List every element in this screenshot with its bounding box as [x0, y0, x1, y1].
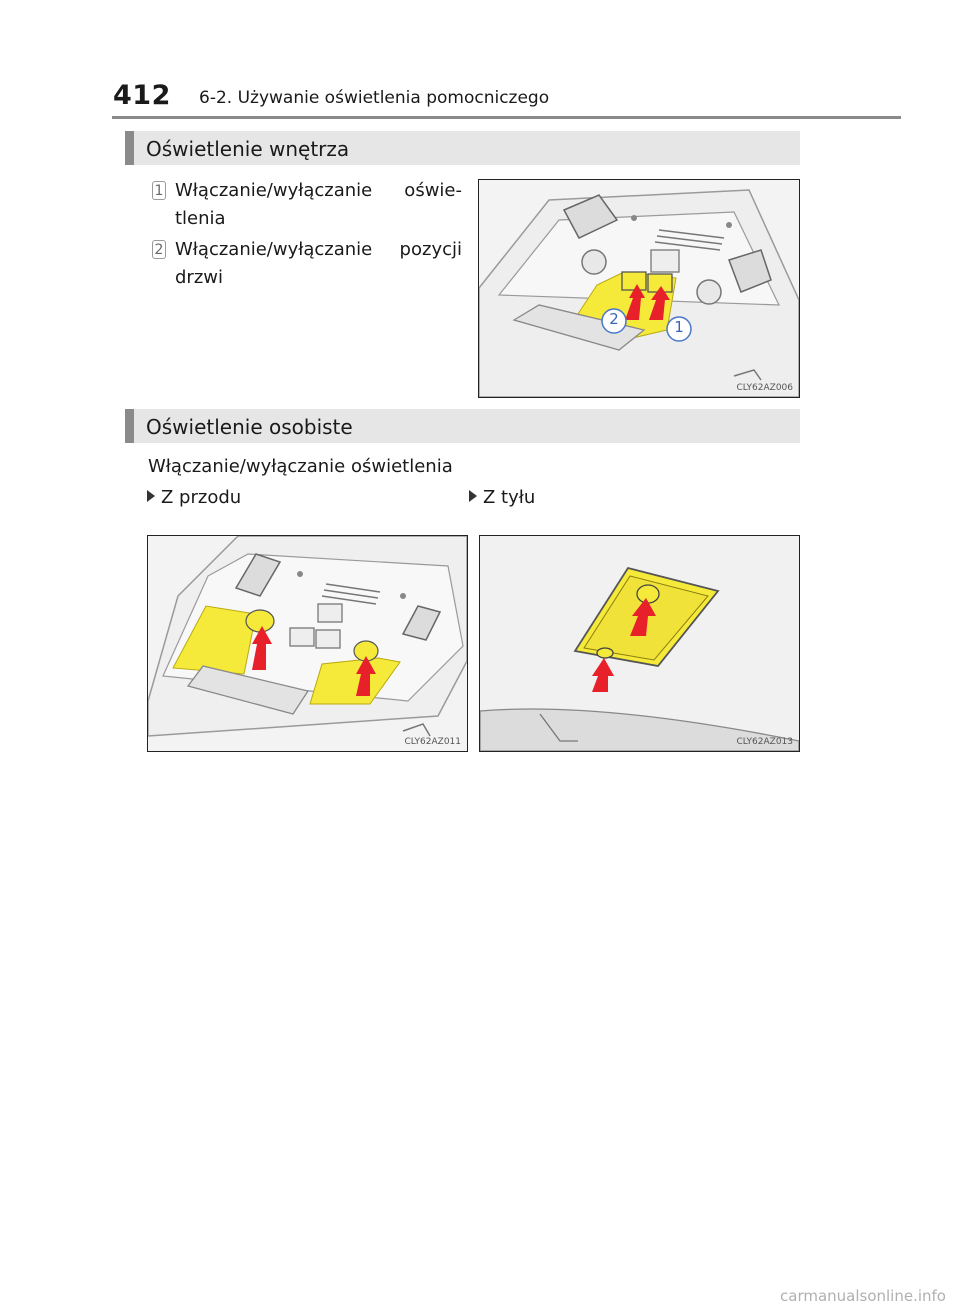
figure-rear-personal-light [479, 535, 800, 752]
bullet-front [147, 487, 241, 508]
bullet-triangle-icon [147, 490, 155, 502]
figure-front-personal-lights [147, 535, 468, 752]
figure-code: CLY62AZ013 [736, 737, 793, 747]
figure-code: CLY62AZ006 [736, 383, 793, 393]
list-item-text: Włączanie/wyłączanie oświe- [175, 180, 462, 201]
bullet-label: Z przodu [161, 487, 242, 508]
item-marker: 2 [152, 240, 166, 259]
list-item-text-cont: drzwi [175, 267, 223, 288]
list-item-text-cont: tlenia [175, 208, 226, 229]
page-number: 412 [113, 80, 171, 111]
overhead-console-illustration [479, 180, 799, 397]
bullet-rear [469, 487, 535, 508]
item-marker: 1 [152, 181, 166, 200]
rear-ceiling-illustration [480, 536, 799, 751]
section-heading-text: Oświetlenie wnętrza [146, 137, 350, 161]
section-heading-text: Oświetlenie osobiste [146, 415, 353, 439]
callout-label: 1 [674, 318, 684, 336]
front-console-illustration [148, 536, 467, 751]
bullet-triangle-icon [469, 490, 477, 502]
figure-code: CLY62AZ011 [404, 737, 461, 747]
section-intro-text: Włączanie/wyłączanie oświetlenia [148, 456, 453, 477]
section-heading-personal-lights [125, 409, 800, 443]
section-heading-interior-lighting [125, 131, 800, 165]
watermark: carmanualsonline.info [780, 1287, 946, 1305]
chapter-title: 6-2. Używanie oświetlenia pomocniczego [199, 88, 550, 108]
figure-interior-light-switches [478, 179, 800, 398]
list-item-text: Włączanie/wyłączanie pozycji [175, 239, 462, 260]
header-divider [112, 116, 901, 119]
bullet-label: Z tyłu [483, 487, 536, 508]
callout-label: 2 [609, 310, 619, 328]
